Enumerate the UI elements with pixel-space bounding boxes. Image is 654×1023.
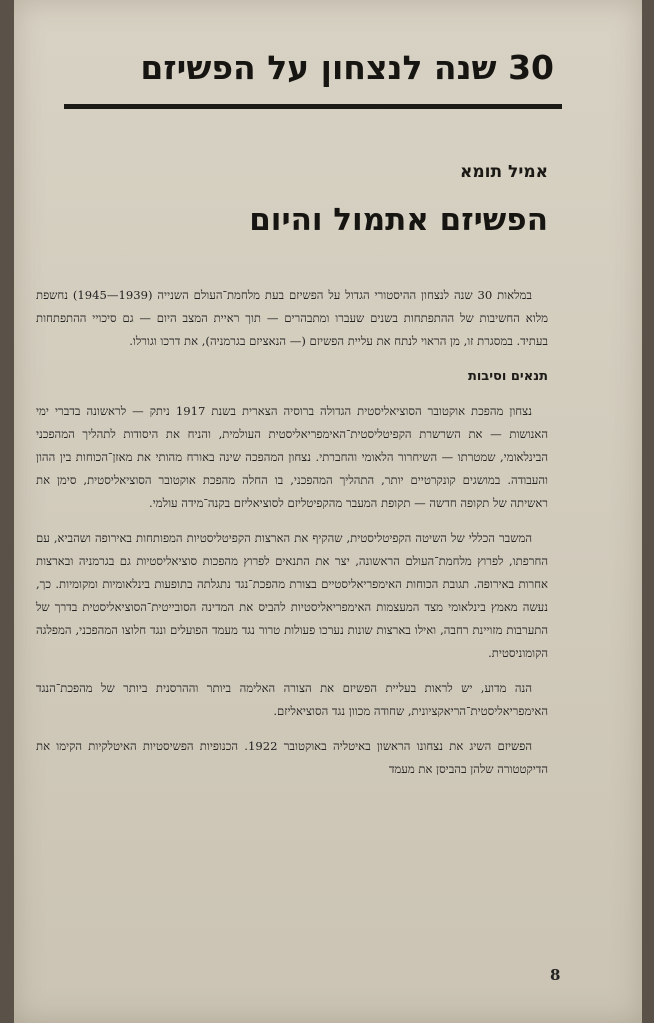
body-paragraph: הנה מדוע, יש לראות בעליית הפשיזם את הצורה האלימה ביותר וההרסנית ביותר של מהפכת־הנגד האימפריאליסטית־הריאקציונית, שחודה מכוון נגד הסוציאליזם. xyxy=(36,681,548,718)
header-title: 30 שנה לנצחון על הפשיזם xyxy=(140,48,554,87)
intro-paragraph: במלאות 30 שנה לנצחון ההיסטורי הגדול על הפשיזם בעת מלחמת־העולם השנייה (1939—1945) נחשפת מלוא החשיבות של ההתפתחות בשנים שעברו ומתבהרים — תוך ראיית המצב היום — גם סיכויי ההתפתחות בעתיד. במסגרת זו, מן הראוי לנתח את עליית הפשיזם (— הנאציזם בגרמניה), את דרכו וגורלו. xyxy=(36,288,548,348)
header-rule xyxy=(64,104,562,109)
section-heading: תנאים וסיבות xyxy=(467,369,548,384)
page-number: 8 xyxy=(550,966,561,984)
body-paragraph: המשבר הכללי של השיטה הקפיטליסטית, שהקיף את הארצות הקפיטליסטיות המפותחות באירופה ושהביא, עם החרפתו, לפרוץ מלחמת־העולם הראשונה, יצר את התנאים לפרוץ מהפכות סוציאליסטיות גם בגרמניה ובארצות אחרות באירופה. תגובת הכוחות האימפריאליסטיים בצורת מהפכת־נגד נתגלתה בתופעות בינלאומיות ומקומיות. כך, נעשה מאמץ בינלאומי מצד המעצמות האימפריאליסטיות להביס את המדינה הסובייטית־הסוציאליסטית בדרך של התערבות מזויינת רחבה, ואילו בארצות שונות נערכו פעולות טרור נגד מעמד הפועלים ונגד חלוצו המהפכני, המפלגה הקומוניסטית. xyxy=(36,531,548,660)
article-body xyxy=(36,284,548,793)
body-paragraph: הפשיזם השיג את נצחונו הראשון באיטליה באוקטובר 1922. הכנופיות הפשיסטיות האיטלקיות הקימו את הדיקטטורה שלהן בהביסן את מעמד xyxy=(36,739,548,776)
article-title: הפשיזם אתמול והיום xyxy=(249,202,548,238)
article-author: אמיל תומא xyxy=(459,162,548,182)
body-paragraph: נצחון מהפכת אוקטובר הסוציאליסטית הגדולה ברוסיה הצארית בשנת 1917 ניתק — לראשונה בדברי ימי האנושות — את השרשרת הקפיטליסטית־האימפריאליסטית העולמית, והניח את היסודות לתהליך המהפכני הבינלאומי, שמטרתו — השיחרור הלאומי והחברתי. נצחון המהפכה שינה באורח מהותי את מאזן־הכוחות בין ההון והעבודה. במושגים קונקרטיים יותר, התהליך המהפכני, בו החלה מהפכת אוקטובר הסוציאליסטית, סימן את ראשיתה של תקופה חדשה — תקופת המעבר מהקפיטליזם לסוציאליזם בקנה־מידה עולמי. xyxy=(36,404,548,510)
book-page xyxy=(14,0,642,1023)
